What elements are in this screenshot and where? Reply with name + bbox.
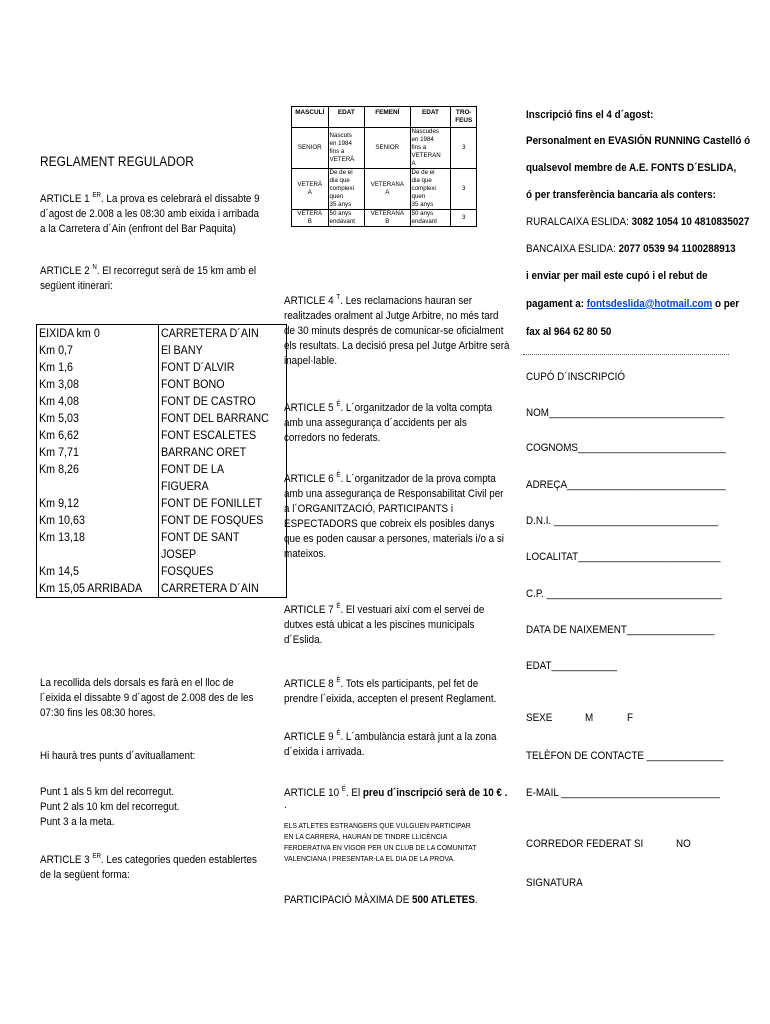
registration-deadline: Inscripció fins el 4 d´agost: bbox=[526, 109, 654, 121]
header-trofeus: TRO- FEUS bbox=[451, 107, 477, 128]
town-field[interactable]: LOCALITAT__________________________ bbox=[526, 551, 721, 563]
category-cell: Nascudes en 1984 fins a VETERAN A bbox=[410, 128, 451, 169]
route-km: Km 15,05 ARRIBADA bbox=[37, 580, 159, 598]
route-km: Km 5,03 bbox=[37, 410, 159, 427]
categories-table bbox=[291, 106, 477, 227]
table-row bbox=[37, 410, 287, 427]
table-row bbox=[292, 128, 477, 169]
table-row bbox=[37, 393, 287, 410]
article-2: ARTICLE 2 $^N$. El recorregut serà de 15 km amb el següent itinerari: bbox=[40, 264, 257, 292]
table-row bbox=[37, 376, 287, 393]
category-cell: De de el dia que complexi quen 35 anys bbox=[328, 169, 365, 210]
route-place: FONT DE LA FIGUERA bbox=[159, 461, 287, 495]
route-place: FONT DE FOSQUES bbox=[159, 512, 287, 529]
header-masculi: MASCULÍ bbox=[292, 107, 329, 128]
table-row bbox=[37, 580, 287, 598]
article-9: ARTICLE 9 $^É$. L´ambulància estarà junt a la zona d´eixida i arrivada. bbox=[284, 730, 497, 758]
route-place: FONT DE SANT JOSEP bbox=[159, 529, 287, 563]
header-edat: EDAT bbox=[328, 107, 365, 128]
table-row bbox=[37, 325, 287, 343]
article-7: ARTICLE 7 $^É$. El vestuari així com el servei de dutxes està ubicat a les piscines municipals d´Eslida. bbox=[284, 603, 485, 646]
dorsals-text: La recollida dels dorsals es farà en el lloc de l´eixida el dissabte 9 d´agost de 2.008 des de les 07:30 fins les 08:30 hores. bbox=[40, 677, 254, 719]
route-km: Km 9,12 bbox=[37, 495, 159, 512]
federated-runner-no[interactable]: NO bbox=[676, 838, 691, 850]
article-4: ARTICLE 4 $^T$. Les reclamacions hauran ser realitzades oralment al Jutge Arbitre, no més tard de 30 minuts després de comunicar-se oficialment els resultats. La decisió presa pel Jutge Arbitre serà inapel·lable. bbox=[284, 294, 510, 367]
table-row bbox=[292, 169, 477, 210]
route-place: FONT ESCALETES bbox=[159, 427, 287, 444]
max-participation: PARTICIPACIÓ MÀXIMA DE 500 ATLETES. bbox=[284, 894, 478, 906]
route-place: FONT DE FONILLET bbox=[159, 495, 287, 512]
category-cell: VETERÀ A bbox=[292, 169, 329, 210]
category-cell: 3 bbox=[451, 210, 477, 227]
route-km: Km 6,62 bbox=[37, 427, 159, 444]
article-10: ARTICLE 10 $^É$. El preu d´inscripció serà de 10 € . . bbox=[284, 786, 508, 811]
route-km: Km 14,5 bbox=[37, 563, 159, 580]
email-link[interactable]: fontsdeslida@hotmail.com bbox=[586, 298, 713, 310]
route-place: FONT BONO bbox=[159, 376, 287, 393]
table-row bbox=[37, 444, 287, 461]
category-cell: SENIOR bbox=[292, 128, 329, 169]
bank-bancaixa: BANCAIXA ESLIDA: 2077 0539 94 1100288913 bbox=[526, 243, 736, 255]
signature-label: SIGNATURA bbox=[526, 877, 583, 889]
avituallament-text: Hi haurà tres punts d´avituallament: bbox=[40, 750, 196, 762]
registration-info: i enviar per mail este cupó i el rebut de bbox=[526, 270, 708, 282]
registration-info: Personalment en EVASIÓN RUNNING Castelló ó bbox=[526, 135, 751, 147]
table-row bbox=[37, 529, 287, 563]
route-table bbox=[36, 324, 287, 598]
table-row bbox=[37, 563, 287, 580]
category-cell: VETERANA A bbox=[365, 169, 410, 210]
coupon-title: CUPÓ D´INSCRIPCIÓ bbox=[526, 371, 626, 383]
category-cell: 50 anys endavant bbox=[328, 210, 365, 227]
sex-option-m[interactable]: M bbox=[585, 712, 594, 724]
surname-field[interactable]: COGNOMS___________________________ bbox=[526, 442, 726, 454]
sex-option-f[interactable]: F bbox=[627, 712, 634, 724]
route-km: Km 7,71 bbox=[37, 444, 159, 461]
route-place: FONT DEL BARRANC bbox=[159, 410, 287, 427]
divider bbox=[523, 354, 729, 355]
route-km: Km 10,63 bbox=[37, 512, 159, 529]
table-row bbox=[37, 461, 287, 495]
punts-list bbox=[40, 785, 180, 830]
article-8: ARTICLE 8 $^É$. Tots els participants, pel fet de prendre l´eixida, accepten el present Reglament. bbox=[284, 677, 497, 705]
dni-field[interactable]: D.N.I. ______________________________ bbox=[526, 515, 719, 527]
list-item: Punt 1 als 5 km del recorregut. bbox=[40, 786, 175, 798]
route-place: FONT DE CASTRO bbox=[159, 393, 287, 410]
registration-info: qualsevol membre de A.E. FONTS D´ESLIDA, bbox=[526, 162, 737, 174]
foreign-athletes-notice: ELS ATLETES ESTRANGERS QUE VULGUEN PARTICIPAR EN LA CARRERA, HAURAN DE TINDRE LLICÈNCIA FERDERATIVA EN VIGOR PER UN CLUB DE LA COMUNITAT VALENCIANA I PRESENTAR-LA EL DIA DE LA PROVA. bbox=[284, 821, 477, 863]
route-km: Km 1,6 bbox=[37, 359, 159, 376]
bank-ruralcaixa: RURALCAIXA ESLIDA: 3082 1054 10 4810835027 bbox=[526, 216, 750, 228]
table-row bbox=[37, 342, 287, 359]
page-title: REGLAMENT REGULADOR bbox=[40, 154, 194, 169]
header-femeni: FEMENÍ bbox=[365, 107, 410, 128]
age-field[interactable]: EDAT____________ bbox=[526, 660, 618, 672]
phone-field[interactable]: TELÈFON DE CONTACTE ______________ bbox=[526, 750, 724, 762]
route-place: El BANY bbox=[159, 342, 287, 359]
table-row bbox=[292, 210, 477, 227]
route-km: Km 13,18 bbox=[37, 529, 159, 563]
list-item: Punt 3 a la meta. bbox=[40, 816, 115, 828]
article-5: ARTICLE 5 $^É$. L´organitzador de la volta compta amb una assegurança d´accidents per als corredors no federats. bbox=[284, 401, 493, 444]
route-place: BARRANC ORET bbox=[159, 444, 287, 461]
list-item: Punt 2 als 10 km del recorregut. bbox=[40, 801, 180, 813]
category-cell: 3 bbox=[451, 128, 477, 169]
table-row bbox=[37, 359, 287, 376]
birth-date-field[interactable]: DATA DE NAIXEMENT________________ bbox=[526, 624, 715, 636]
email-field[interactable]: E-MAIL _____________________________ bbox=[526, 787, 720, 799]
category-cell: 50 anys endavant bbox=[410, 210, 451, 227]
category-cell: VETERANA B bbox=[365, 210, 410, 227]
category-cell: VETERÀ B bbox=[292, 210, 329, 227]
article-1: ARTICLE 1 $^{ER}$. La prova es celebrarà el dissabte 9 d´agost de 2.008 a les 08:30 amb eixida i arribada a la Carretera d´Ain (enfront del Bar Paquita) bbox=[40, 192, 260, 235]
federated-runner-si[interactable]: CORREDOR FEDERAT SI bbox=[526, 838, 644, 850]
fax-line: fax al 964 62 80 50 bbox=[526, 326, 612, 338]
route-km: Km 4,08 bbox=[37, 393, 159, 410]
table-row bbox=[37, 427, 287, 444]
registration-info: ó per transferència bancaria als conters: bbox=[526, 189, 716, 201]
category-cell: SENIOR bbox=[365, 128, 410, 169]
route-km: Km 0,7 bbox=[37, 342, 159, 359]
article-6: ARTICLE 6 $^É$. L´organitzador de la prova compta amb una assegurança de Responsabilitat Civil per a l´ORGANITZACIÓ, PARTICIPANTS i ESPECTADORS que cobreix els posibles danys que es poden causar a persones, materials i/o a si mateixos. bbox=[284, 472, 504, 560]
route-km: Km 8,26 bbox=[37, 461, 159, 495]
header-edat: EDAT bbox=[410, 107, 451, 128]
table-row bbox=[37, 512, 287, 529]
address-field[interactable]: ADREÇA_____________________________ bbox=[526, 479, 726, 491]
category-cell: Nascuts en 1984 fins a VETERÀ bbox=[328, 128, 365, 169]
route-place: CARRETERA D´AIN bbox=[159, 325, 287, 343]
category-cell: 3 bbox=[451, 169, 477, 210]
route-km: Km 3,08 bbox=[37, 376, 159, 393]
name-field[interactable]: NOM________________________________ bbox=[526, 407, 725, 419]
category-cell: De de el dia que complexi quen 35 anys bbox=[410, 169, 451, 210]
route-place: FONT D´ALVIR bbox=[159, 359, 287, 376]
route-place: CARRETERA D´AIN bbox=[159, 580, 287, 598]
route-place: FOSQUES bbox=[159, 563, 287, 580]
route-km: EIXIDA km 0 bbox=[37, 325, 159, 343]
table-row bbox=[37, 495, 287, 512]
sex-label: SEXE bbox=[526, 712, 553, 724]
article-3: ARTICLE 3 $^{ER}$. Les categories queden establertes de la següent forma: bbox=[40, 853, 257, 881]
postal-code-field[interactable]: C.P. ________________________________ bbox=[526, 588, 722, 600]
payment-email-line: pagament a: fontsdeslida@hotmail.com o per bbox=[526, 298, 740, 310]
